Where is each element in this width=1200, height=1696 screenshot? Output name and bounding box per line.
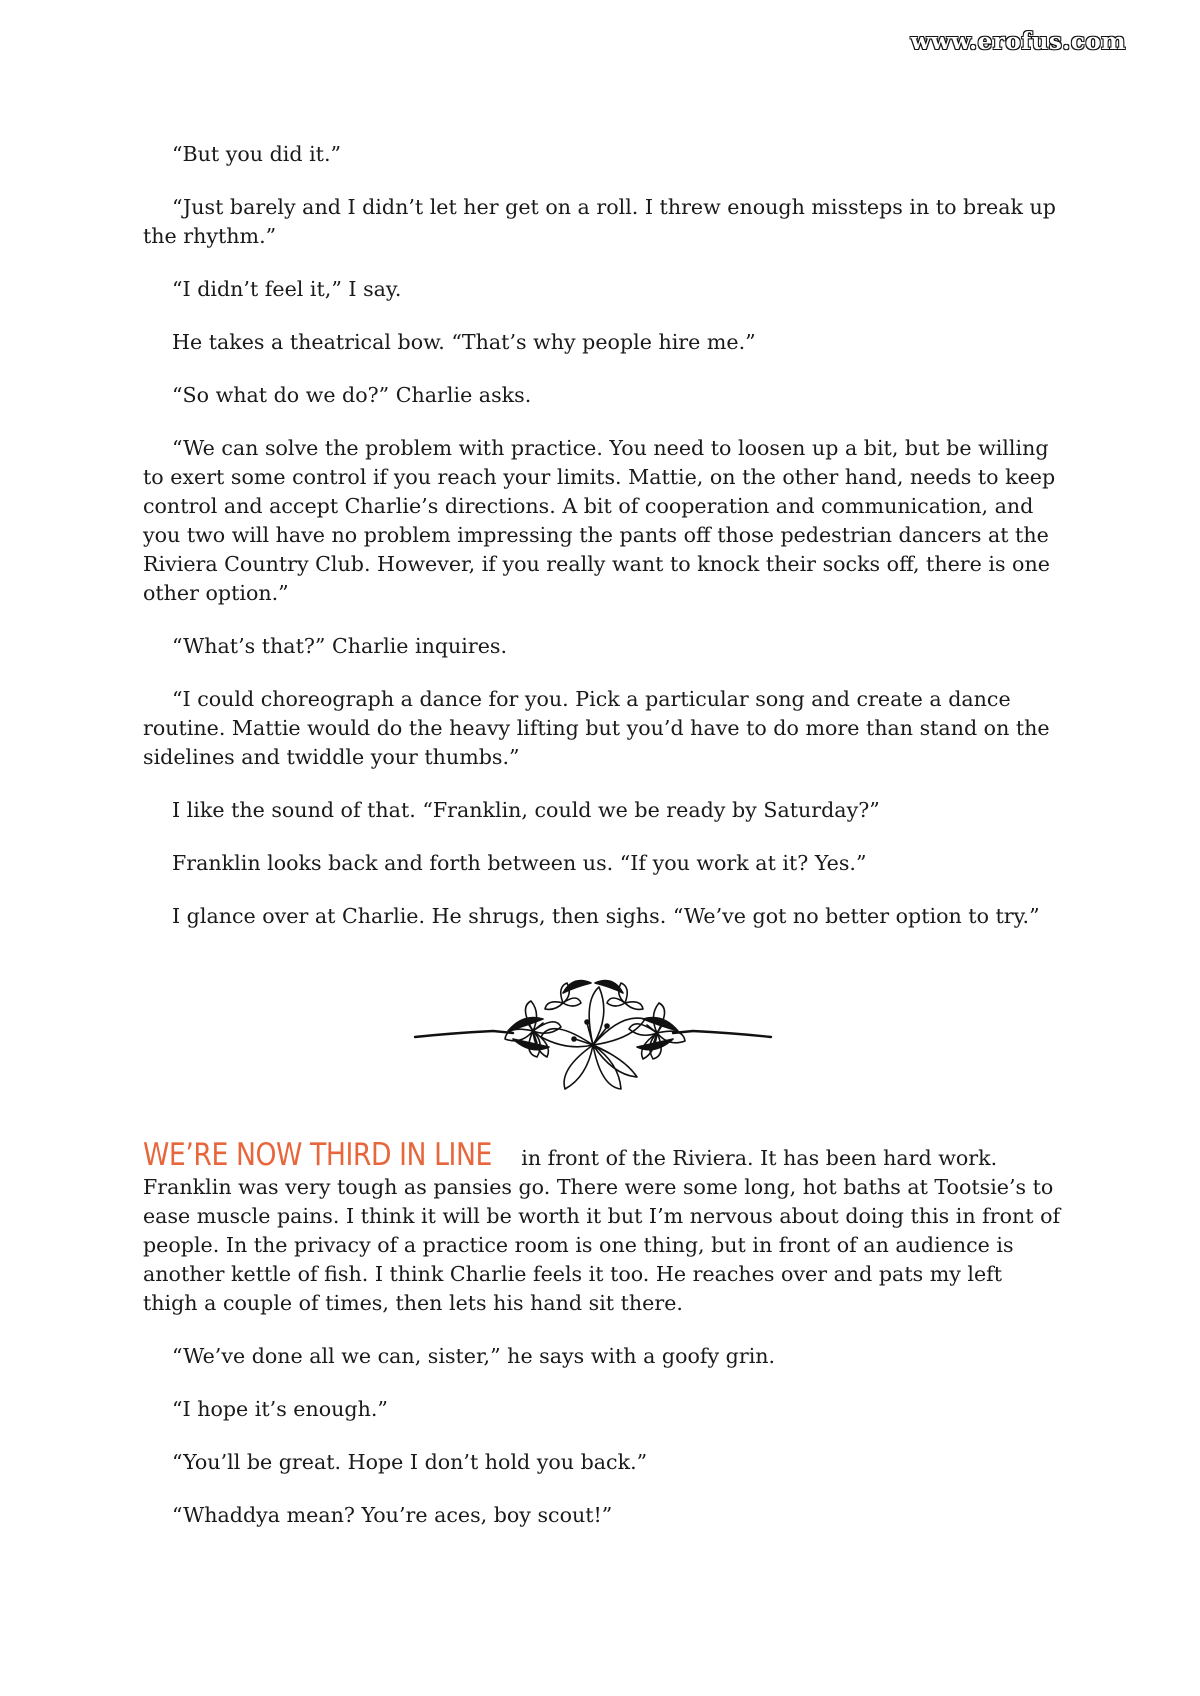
paragraph: “I hope it’s enough.” — [172, 1397, 388, 1421]
paragraph: I glance over at Charlie. He shrugs, then sighs. “We’ve got no better option to try.” — [172, 904, 1040, 928]
book-page — [143, 140, 1063, 1554]
paragraph: “What’s that?” Charlie inquires. — [172, 634, 508, 658]
paragraph: “You’ll be great. Hope I don’t hold you back.” — [172, 1450, 648, 1474]
paragraph: Franklin looks back and forth between us. “If you work at it? Yes.” — [172, 851, 867, 875]
paragraph: “We can solve the problem with practice. You need to loosen up a bit, but be willing to exert some control if you reach your limits. Mattie, on the other hand, needs to keep control and accept Charlie’s directions. A bit of cooperation and communication, and you two will have no problem impressing the pants off those pedestrian dancers at the Riviera Country Club. However, if you really want to knock their socks off, there is one other option.” — [143, 436, 1056, 605]
paragraph: “But you did it.” — [172, 142, 342, 166]
section-divider — [123, 973, 1063, 1103]
paragraph: “I didn’t feel it,” I say. — [172, 277, 402, 301]
site-watermark: www.erofus.com — [910, 28, 1126, 55]
paragraph: “Whaddya mean? You’re aces, boy scout!” — [172, 1503, 613, 1527]
lily-flower-divider-icon — [413, 973, 773, 1103]
section-opening-paragraph — [143, 1137, 1063, 1318]
paragraph: “Just barely and I didn’t let her get on a roll. I threw enough missteps in to break up the rhythm.” — [143, 195, 1056, 248]
section-lead-caps: WE’RE NOW THIRD IN LINE — [143, 1137, 492, 1173]
paragraph: I like the sound of that. “Franklin, could we be ready by Saturday?” — [172, 798, 880, 822]
paragraph: He takes a theatrical bow. “That’s why people hire me.” — [172, 330, 756, 354]
paragraph: “So what do we do?” Charlie asks. — [172, 383, 532, 407]
paragraph: “I could choreograph a dance for you. Pick a particular song and create a dance routine. Mattie would do the heavy lifting but you’d have to do more than stand on the sidelines and twiddle your thumbs.” — [143, 687, 1050, 769]
section-lead-text: in front of the Riviera. It has been hard work. Franklin was very tough as pansies go. There were some long, hot baths at Tootsie’s to ease muscle pains. I think it will be worth it but I’m nervous about doing this in front of people. In the privacy of a practice room is one thing, but in front of an audience is another kettle of fish. I think Charlie feels it too. He reaches over and pats my left thigh a couple of times, then lets his hand sit there. — [143, 1146, 1061, 1315]
paragraph: “We’ve done all we can, sister,” he says with a goofy grin. — [172, 1344, 776, 1368]
